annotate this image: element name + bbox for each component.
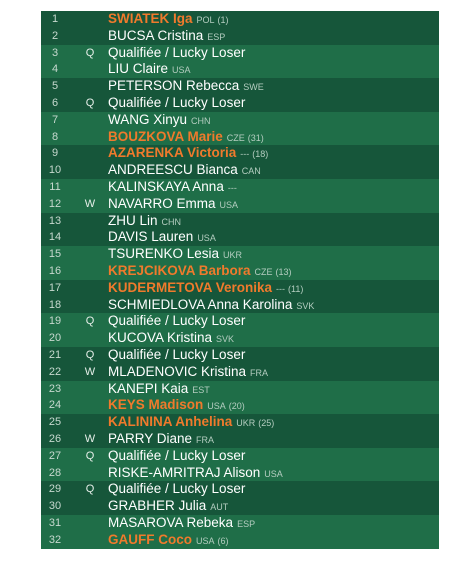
player-name-text: KALINSKAYA Anna: [108, 178, 224, 194]
player-name-text: KANEPI Kaia: [108, 380, 189, 396]
draw-row: [41, 11, 439, 28]
draw-position: 3: [51, 46, 59, 59]
player-name-text: ANDREESCU Bianca: [108, 162, 238, 178]
player-name: [108, 263, 292, 281]
draw-row: [41, 246, 439, 263]
match-block: [41, 414, 439, 448]
nationality: CHN: [191, 115, 211, 126]
player-name: [108, 179, 240, 197]
player-name-text: GAUFF Coco: [108, 531, 192, 547]
draw-row: [41, 61, 439, 78]
nationality: AUT: [210, 502, 229, 513]
player-name: [108, 364, 271, 382]
seed-number: (1): [217, 15, 229, 25]
draw-position: 15: [48, 248, 62, 261]
player-name-text: ZHU Lin: [108, 212, 158, 228]
player-name-text: NAVARRO Emma: [108, 195, 216, 211]
player-name: [108, 129, 264, 147]
draw-position: 18: [48, 298, 62, 311]
draw-position: 21: [48, 348, 62, 361]
draw-row: [41, 498, 439, 515]
draw-row: [41, 129, 439, 146]
match-block: [41, 145, 439, 179]
player-name: [108, 313, 252, 331]
draw-position: 2: [51, 29, 59, 42]
draw-position: 12: [48, 197, 62, 210]
match-block: [41, 280, 439, 314]
player-name-text: GRABHER Julia: [108, 498, 207, 514]
nationality: ---: [276, 283, 286, 294]
player-name: [108, 498, 231, 516]
player-name: [108, 297, 317, 315]
draw-row: [41, 263, 439, 280]
draw-position: 4: [51, 63, 59, 76]
nationality: EST: [192, 384, 210, 395]
draw-row: [41, 397, 439, 414]
player-name-text: Qualifiée / Lucky Loser: [108, 313, 246, 329]
nationality: ESP: [237, 518, 256, 529]
nationality: UKR: [223, 250, 243, 261]
entry-tag: Q: [85, 46, 95, 59]
draw-position: 28: [48, 466, 62, 479]
draw-row: [41, 532, 439, 549]
draw-row: [41, 112, 439, 129]
nationality: ---: [227, 182, 237, 193]
player-name-text: MASAROVA Rebeka: [108, 514, 234, 530]
draw-position: 5: [51, 80, 59, 93]
match-block: [41, 381, 439, 415]
match-block: [41, 11, 439, 45]
player-name: [108, 196, 241, 214]
nationality: USA: [207, 401, 226, 412]
player-name-text: TSURENKO Lesia: [108, 246, 220, 262]
match-block: [41, 45, 439, 79]
draw-position: 23: [48, 382, 62, 395]
draw-row: [41, 465, 439, 482]
player-name: [108, 397, 245, 415]
player-name-text: Qualifiée / Lucky Loser: [108, 94, 246, 110]
player-name-text: Qualifiée / Lucky Loser: [108, 44, 246, 60]
player-name: [108, 347, 252, 365]
match-block: [41, 481, 439, 515]
seed-number: (31): [247, 132, 264, 143]
player-name: [108, 280, 303, 298]
nationality: CZE: [254, 266, 273, 277]
entry-tag: Q: [85, 96, 95, 109]
player-name: [108, 481, 252, 499]
player-name: [108, 381, 213, 399]
player-name-text: KEYS Madison: [108, 397, 204, 413]
draw-position: 9: [51, 147, 59, 160]
player-name-text: KUDERMETOVA Veronika: [108, 279, 273, 295]
draw-row: [41, 179, 439, 196]
player-name: [108, 532, 229, 550]
draw-position: 29: [48, 483, 62, 496]
nationality: USA: [219, 199, 239, 210]
player-name: [108, 11, 229, 29]
match-block: [41, 448, 439, 482]
draw-position: 26: [48, 432, 62, 445]
draw-row: [41, 28, 439, 45]
player-name-text: AZARENKA Victoria: [108, 145, 237, 161]
draw-position: 11: [49, 180, 61, 193]
draw-row: [41, 297, 439, 314]
draw-position: 14: [48, 231, 62, 244]
draw-position: 1: [51, 13, 59, 25]
player-name-text: Qualifiée / Lucky Loser: [108, 346, 246, 362]
entry-tag: Q: [85, 348, 95, 361]
nationality: UKR: [236, 418, 256, 429]
draw-row: [41, 229, 439, 246]
draw-row: [41, 145, 439, 162]
draw-position: 30: [48, 500, 62, 513]
nationality: CHN: [161, 216, 182, 227]
draw-position: 13: [48, 214, 62, 227]
draw-position: 25: [48, 416, 62, 429]
nationality: FRA: [250, 367, 269, 378]
player-name: [108, 515, 258, 533]
draw-row: [41, 448, 439, 465]
draw-position: 19: [48, 315, 62, 328]
player-name: [108, 246, 245, 264]
draw-position: 32: [48, 533, 62, 546]
player-name: [108, 95, 252, 113]
player-name: [108, 162, 264, 180]
player-name: [108, 213, 184, 231]
match-block: [41, 78, 439, 112]
seed-number: (6): [217, 535, 229, 546]
player-name-text: WANG Xinyu: [108, 111, 188, 127]
player-name-text: BUCSA Cristina: [108, 27, 204, 43]
entry-tag: W: [84, 365, 96, 378]
draw-row: [41, 364, 439, 381]
seed-number: (11): [288, 283, 304, 294]
nationality: SWE: [243, 82, 264, 93]
player-name-text: PARRY Diane: [108, 430, 193, 446]
draw-row: [41, 431, 439, 448]
draw-sheet: [41, 11, 439, 549]
draw-position: 31: [48, 516, 62, 529]
nationality: SVK: [216, 334, 235, 345]
player-name: [108, 414, 274, 432]
player-name-text: SWIATEK Iga: [108, 11, 193, 26]
nationality: USA: [197, 233, 216, 244]
player-name-text: KUCOVA Kristina: [108, 330, 213, 346]
player-name: [108, 229, 219, 247]
draw-row: [41, 280, 439, 297]
draw-row: [41, 381, 439, 398]
draw-row: [41, 162, 439, 179]
nationality: ---: [240, 149, 250, 160]
player-name: [108, 61, 194, 79]
nationality: CAN: [241, 166, 261, 177]
draw-row: [41, 313, 439, 330]
draw-position: 22: [48, 365, 62, 378]
player-name: [108, 465, 286, 483]
nationality: CZE: [226, 132, 245, 143]
entry-tag: W: [84, 432, 96, 445]
player-name-text: LIU Claire: [108, 61, 169, 77]
match-block: [41, 347, 439, 381]
match-block: [41, 313, 439, 347]
player-name-text: DAVIS Lauren: [108, 229, 194, 245]
player-name: [108, 431, 217, 449]
entry-tag: W: [84, 197, 96, 210]
draw-row: [41, 78, 439, 95]
draw-position: 7: [51, 113, 59, 126]
match-block: [41, 246, 439, 280]
match-block: [41, 179, 439, 213]
player-name-text: SCHMIEDLOVA Anna Karolina: [108, 296, 293, 312]
draw-row: [41, 213, 439, 230]
draw-row: [41, 95, 439, 112]
draw-row: [41, 347, 439, 364]
player-name-text: KALININA Anhelina: [108, 414, 233, 430]
draw-position: 10: [48, 164, 62, 177]
player-name-text: PETERSON Rebecca: [108, 78, 240, 94]
player-name-text: RISKE-AMRITRAJ Alison: [108, 464, 261, 480]
nationality: FRA: [196, 434, 215, 445]
entry-tag: Q: [85, 315, 95, 328]
match-block: [41, 213, 439, 247]
nationality: USA: [172, 65, 191, 76]
seed-number: (18): [252, 149, 269, 160]
draw-row: [41, 196, 439, 213]
entry-tag: Q: [85, 449, 95, 462]
player-name-text: Qualifiée / Lucky Loser: [108, 481, 246, 497]
entry-tag: Q: [85, 483, 95, 496]
draw-row: [41, 330, 439, 347]
seed-number: (25): [258, 418, 275, 429]
nationality: SVK: [296, 300, 315, 311]
match-block: [41, 112, 439, 146]
nationality: POL: [196, 15, 215, 25]
player-name-text: KREJCIKOVA Barbora: [108, 262, 251, 278]
seed-number: (20): [228, 401, 245, 412]
player-name: [108, 78, 267, 96]
match-block: [41, 515, 439, 549]
player-name: [108, 330, 237, 348]
draw-position: 8: [51, 130, 59, 143]
draw-row: [41, 515, 439, 532]
player-name: [108, 112, 214, 130]
seed-number: (13): [275, 266, 292, 277]
draw-row: [41, 414, 439, 431]
player-name: [108, 45, 252, 63]
player-name: [108, 448, 252, 466]
player-name-text: Qualifiée / Lucky Loser: [108, 447, 246, 463]
draw-row: [41, 45, 439, 62]
player-name-text: MLADENOVIC Kristina: [108, 363, 247, 379]
draw-row: [41, 481, 439, 498]
draw-position: 16: [48, 264, 62, 277]
draw-position: 24: [48, 399, 62, 412]
draw-position: 20: [48, 332, 62, 345]
nationality: USA: [196, 535, 215, 546]
draw-position: 27: [48, 449, 62, 462]
draw-position: 17: [48, 281, 62, 294]
nationality: ESP: [207, 31, 226, 42]
player-name: [108, 145, 268, 163]
nationality: USA: [264, 468, 283, 479]
draw-position: 6: [51, 96, 59, 109]
player-name-text: BOUZKOVA Marie: [108, 128, 223, 144]
player-name: [108, 28, 228, 46]
